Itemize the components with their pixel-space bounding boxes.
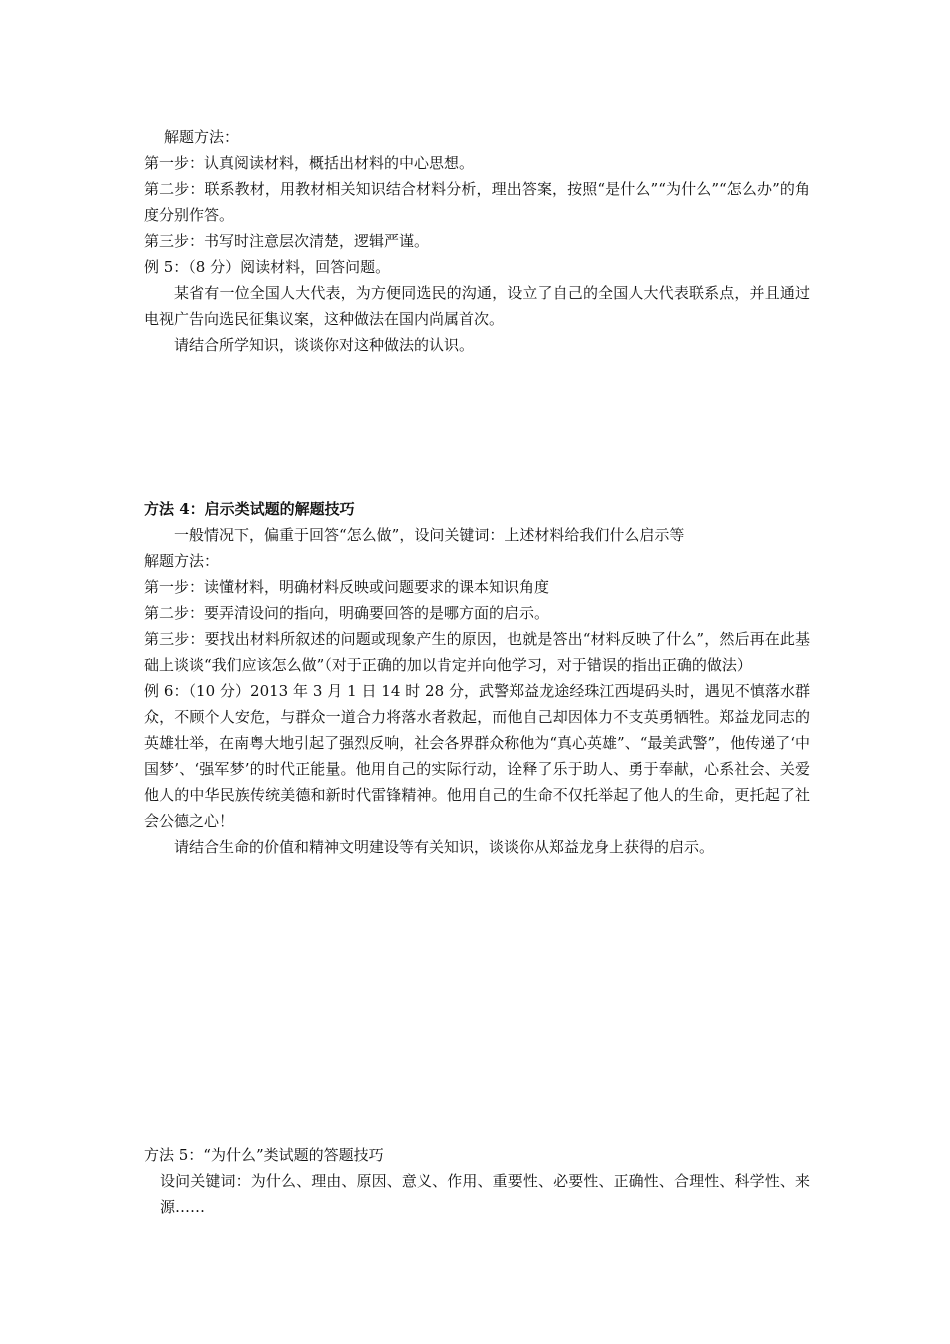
section3-block [144,124,810,358]
step-2: 第二步：联系教材，用教材相关知识结合材料分析，理出答案，按照“是什么”“为什么”“怎么办”的角度分别作答。 [144,180,810,224]
example-5-question: 请结合所学知识，谈谈你对这种做法的认识。 [174,336,475,354]
section5-keywords: 设问关键词：为什么、理由、原因、意义、作用、重要性、必要性、正确性、合理性、科学性、来源…… [160,1172,810,1216]
step-3: 第三步：书写时注意层次清楚，逻辑严谨。 [144,232,430,250]
step-1: 第一步：读懂材料，明确材料反映或问题要求的课本知识角度 [144,578,550,596]
step-2: 第二步：要弄清设问的指向，明确要回答的是哪方面的启示。 [144,604,550,622]
method-label: 解题方法： [164,128,240,146]
example-5-material: 某省有一位全国人大代表，为方便同选民的沟通，设立了自己的全国人大代表联系点，并且通过电视广告向选民征集议案，这种做法在国内尚属首次。 [144,284,810,328]
example-6-question: 请结合生命的价值和精神文明建设等有关知识，谈谈你从郑益龙身上获得的启示。 [174,838,715,856]
example-5-title: 例 5：（8 分）阅读材料，回答问题。 [144,258,391,276]
section4-intro: 一般情况下，偏重于回答“怎么做”，设问关键词：上述材料给我们什么启示等 [174,526,685,544]
section4-block [144,496,810,860]
section5-block [144,1142,810,1220]
method-label: 解题方法： [144,552,220,570]
step-3: 第三步：要找出材料所叙述的问题或现象产生的原因，也就是答出“材料反映了什么”，然后再在此基础上谈谈“我们应该怎么做”（对于正确的加以肯定并向他学习，对于错误的指出正确的做法） [144,630,810,674]
step-1: 第一步：认真阅读材料，概括出材料的中心思想。 [144,154,475,172]
example-6-text: 例 6：（10 分）2013 年 3 月 1 日 14 时 28 分，武警郑益龙途经珠江西堤码头时，遇见不慎落水群众，不顾个人安危，与群众一道合力将落水者救起，而他自己却因体力不支英勇牺牲。郑益龙同志的英雄壮举，在南粤大地引起了强烈反响，社会各界群众称他为“真心英雄”、“最美武警”，他传递了‘中国梦’、‘强军梦’的时代正能量。他用自己的实际行动，诠释了乐于助人、勇于奉献，心系社会、关爱他人的中华民族传统美德和新时代雷锋精神。他用自己的生命不仅托举起了他人的生命，更托起了社会公德之心！ [144,682,810,830]
section5-heading: 方法 5：“为什么”类试题的答题技巧 [144,1146,384,1164]
section4-heading: 方法 4：启示类试题的解题技巧 [144,500,355,518]
